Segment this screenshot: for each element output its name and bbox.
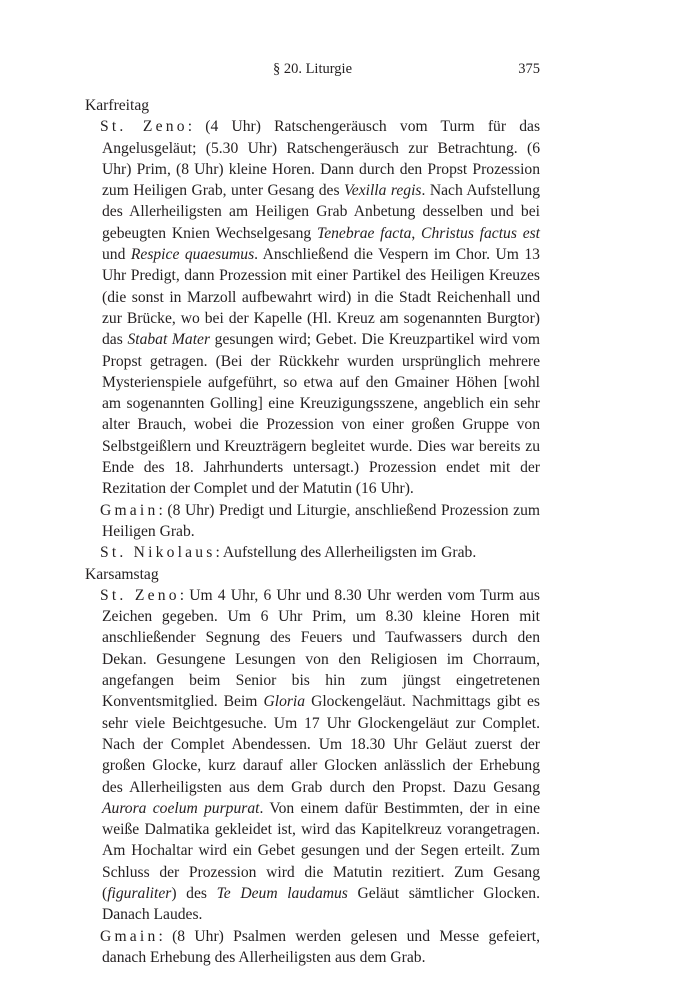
running-head: § 20. Liturgie xyxy=(272,61,353,77)
entry-text: . Anschließend die Vespern im Chor. Um 13 Uhr Predigt, dann Prozession mit einer Partikel des Heiligen Kreuzes (die sonst in Marzoll aufbewahrt wird) in die Stadt Reichenhall und zur Brücke, wo bei der Kapelle (Hl. Kreuz am sogenannten Burgtor) das xyxy=(102,246,540,349)
entry-text: . Nach Aufstellung des Allerheiligsten am Heiligen Grab Anbetung desselben und bei gebeugten Knien Wechselgesang xyxy=(102,182,540,242)
entry-karfreitag-gmain: Gmain: (8 Uhr) Predigt und Liturgie, anschließend Prozession zum Heiligen Grab. xyxy=(100,501,540,540)
entry-karsamstag-gmain: Gmain: (8 Uhr) Psalmen werden gelesen und Messe gefeiert, danach Erhebung des Allerheiligsten aus dem Grab. xyxy=(100,927,540,966)
place-name: St. Nikolaus xyxy=(100,544,216,562)
entry-text: und xyxy=(102,246,131,264)
liturgical-title: Tenebrae facta xyxy=(316,224,412,242)
liturgical-title: Vexilla regis xyxy=(343,182,422,200)
liturgical-title: figuraliter xyxy=(107,884,172,902)
place-name: Gmain xyxy=(100,501,159,519)
entry-text: ) des xyxy=(171,884,217,902)
entry-text: , xyxy=(411,224,422,242)
entry-text: Um 4 Uhr, 6 Uhr und 8.30 Uhr werden vom Turm aus Zeichen gegeben. Um 6 Uhr Prim, um 8.30 kleine Horen mit anschließender Segnung des Feuers und Taufwassers durch den Dekan. Gesungene Lesungen von den Religiosen im Chorraum, angefangen beim Senior bis hin zum jüngst eingetretenen Konventsmitglied. Beim xyxy=(102,586,540,711)
day-heading-karsamstag: Karsamstag xyxy=(85,565,159,583)
liturgical-title: Stabat Mater xyxy=(127,331,211,349)
place-name: Gmain xyxy=(100,927,159,945)
entry-text: (8 Uhr) Psalmen werden gelesen und Messe gefeiert, danach Erhebung des Allerheiligsten aus dem Grab. xyxy=(102,927,540,966)
page-header xyxy=(85,61,540,81)
entry-karsamstag-st-zeno: St. Zeno: Um 4 Uhr, 6 Uhr und 8.30 Uhr werden vom Turm aus Zeichen gegeben. Um 6 Uhr Prim, um 8.30 kleine Horen mit anschließender Segnung des Feuers und Taufwassers durch den Dekan. Gesungene Lesungen von den Religiosen im Chorraum, angefangen beim Senior bis hin zum jüngst eingetretenen Konventsmitglied. Beim Gloria Glockengeläut. Nachmittags gibt es sehr viele Beichtgesuche. Um 17 Uhr Glockengeläut zur Complet. Nach der Complet Abendessen. Um 18.30 Uhr Geläut zuerst der großen Glocke, kurz darauf aller Glocken anlässlich der Erhebung des Allerheiligsten aus dem Grab durch den Propst. Dazu Gesang Aurora coelum purpurat. Von einem dafür Bestimmten, der in eine weiße Dalmatika gekleidet ist, wird das Kapitelkreuz vorangetragen. Am Hochaltar wird ein Gebet gesungen und der Segen erteilt. Zum Schluss der Prozession wird die Matutin rezitiert. Zum Gesang (figuraliter) des Te Deum laudamus Geläut sämtlicher Glocken. Danach Laudes. xyxy=(100,586,541,924)
place-name: St. Zeno xyxy=(100,586,180,604)
day-heading-karfreitag: Karfreitag xyxy=(85,97,150,114)
entry-text: gesungen wird; Gebet. Die Kreuzpartikel wird vom Propst getragen. (Bei der Rückkehr wurden ursprünglich mehrere Mysterienspiele aufgeführt, so etwa auf den Gmainer Höhen [wohl am sogenannten Golling] eine Kreuzigungsszene, angeblich ein sehr alter Brauch, wobei die Prozession von einer großen Gruppe von Selbstgeißlern und Kreuzträgern begleitet wurde. Dies war bereits zu Ende des 18. Jahrhunderts untersagt.) Prozession endet mit der Rezitation der Complet und der Matutin (16 Uhr). xyxy=(102,331,540,498)
entry-karfreitag-st-zeno: St. Zeno: (4 Uhr) Ratschengeräusch vom Turm für das Angelusgeläut; (5.30 Uhr) Ratschengeräusch zur Betrachtung. (6 Uhr) Prim, (8 Uhr) kleine Horen. Dann durch den Propst Prozession zum Heiligen Grab, unter Gesang des Vexilla regis. Nach Aufstellung des Allerheiligsten am Heiligen Grab Anbetung desselben und bei gebeugten Knien Wechselgesang Tenebrae facta, Christus factus est und Respice quaesumus. Anschließend die Vespern im Chor. Um 13 Uhr Predigt, dann Prozession mit einer Partikel des Heiligen Kreuzes (die sonst in Marzoll aufbewahrt wird) in die Stadt Reichenhall und zur Brücke, wo bei der Kapelle (Hl. Kreuz am sogenannten Burgtor) das Stabat Mater gesungen wird; Gebet. Die Kreuzpartikel wird vom Propst getragen. (Bei der Rückkehr wurden ursprünglich mehrere Mysterienspiele aufgeführt, so etwa auf den Gmainer Höhen [wohl am sogenannten Golling] eine Kreuzigungsszene, angeblich ein sehr alter Brauch, wobei die Prozession von einer großen Gruppe von Selbstgeißlern und Kreuzträgern begleitet wurde. Dies war bereits zu Ende des 18. Jahrhunderts untersagt.) Prozession endet mit der Rezitation der Complet und der Matutin (16 Uhr). xyxy=(100,118,541,498)
liturgical-title: Respice quaesumus xyxy=(130,246,255,264)
entry-text: Aufstellung des Allerheiligsten im Grab. xyxy=(222,544,477,562)
liturgical-title: Aurora coelum purpurat xyxy=(102,799,260,817)
page-number: 375 xyxy=(518,61,540,77)
liturgical-title: Gloria xyxy=(263,693,306,711)
entry-karfreitag-st-nikolaus: St. Nikolaus: Aufstellung des Allerheiligsten im Grab. xyxy=(100,544,477,562)
page-body xyxy=(85,95,540,968)
entry-text: . Von einem dafür Bestimmten, der in eine weiße Dalmatika gekleidet ist, wird das Kapitelkreuz vorangetragen. Am Hochaltar wird ein Gebet gesungen und der Segen erteilt. Zum Schluss der Prozession wird die Matutin rezitiert. Zum Gesang ( xyxy=(102,799,540,902)
entry-text: (8 Uhr) Predigt und Liturgie, anschließend Prozession zum Heiligen Grab. xyxy=(102,501,540,540)
entry-text: Geläut sämtlicher Glocken. Danach Laudes. xyxy=(102,884,540,924)
entry-text: Glockengeläut. Nachmittags gibt es sehr viele Beichtgesuche. Um 17 Uhr Glockengeläut zur Complet. Nach der Complet Abendessen. Um 18.30 Uhr Geläut zuerst der großen Glocke, kurz darauf aller Glocken anlässlich der Erhebung des Allerheiligsten aus dem Grab durch den Propst. Dazu Gesang xyxy=(102,693,541,796)
liturgical-title: Te Deum laudamus xyxy=(216,884,348,902)
place-name: St. Zeno xyxy=(100,118,188,136)
liturgical-title: Christus factus est xyxy=(421,224,541,242)
entry-text: (4 Uhr) Ratschengeräusch vom Turm für das Angelusgeläut; (5.30 Uhr) Ratschengeräusch zur Betrachtung. (6 Uhr) Prim, (8 Uhr) kleine Horen. Dann durch den Propst Prozession zum Heiligen Grab, unter Gesang des xyxy=(102,118,541,200)
